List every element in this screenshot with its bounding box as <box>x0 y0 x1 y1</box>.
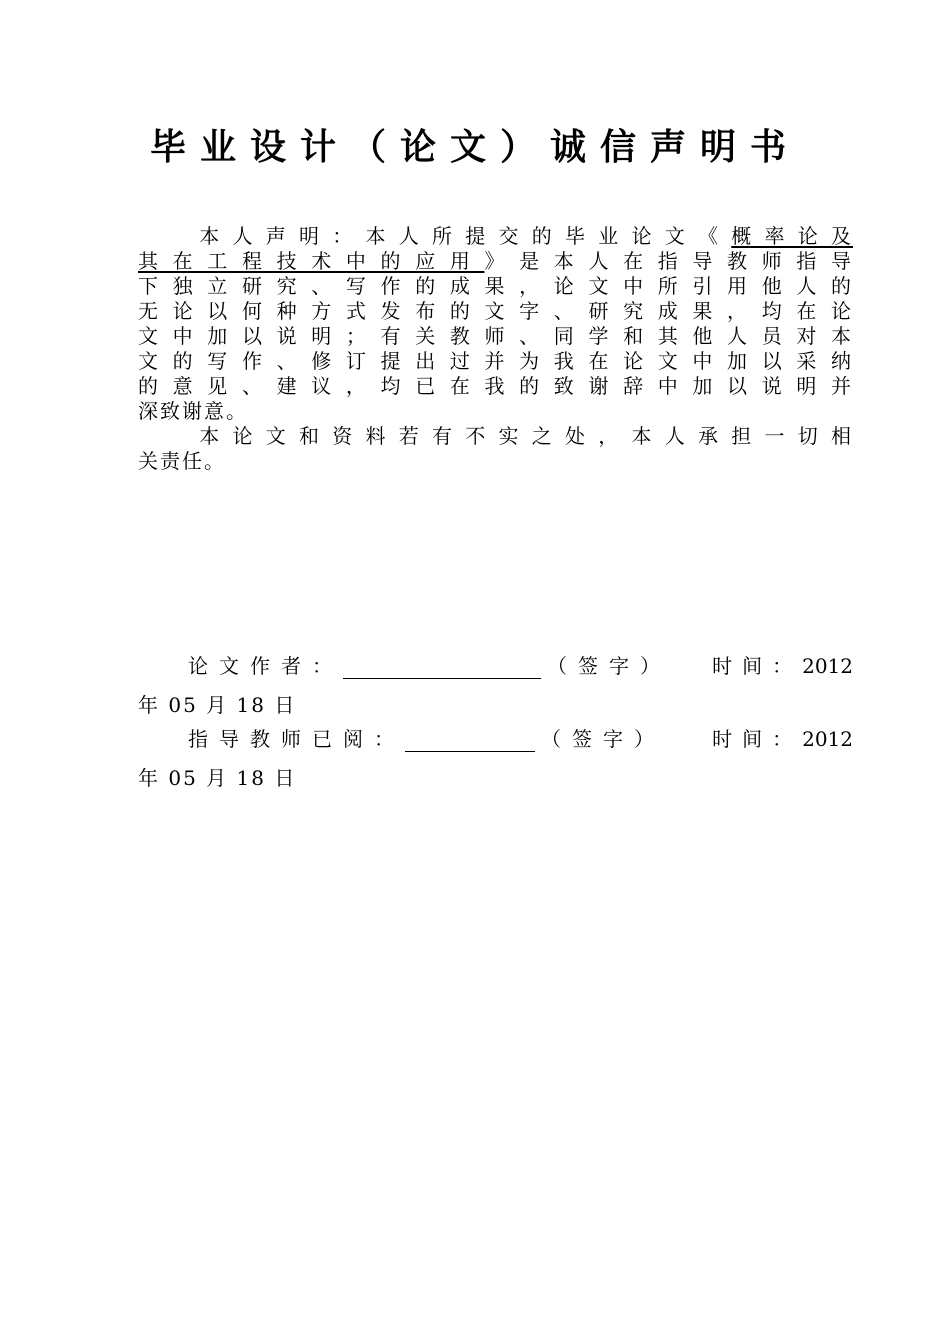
declaration-line-5: 文中加以说明；有关教师、同学和其他人员对本 <box>138 324 853 348</box>
author-year: 2012 <box>802 654 853 678</box>
advisor-label: 指导教师已阅： <box>188 727 405 751</box>
page-title: 毕业设计（论文）诚信声明书 <box>149 127 800 168</box>
declaration-paragraph <box>138 224 853 424</box>
author-date: 年 05 月 18 日 <box>138 693 297 717</box>
author-sign-note: （签字） <box>547 654 671 678</box>
declaration-line-6: 文的写作、修订提出过并为我在论文中加以采纳 <box>138 349 853 373</box>
thesis-title-part-1: 概率论及 <box>731 224 853 248</box>
declaration-line-7: 的意见、建议，均已在我的致谢辞中加以说明并 <box>138 374 853 398</box>
advisor-signature-block <box>138 727 853 791</box>
author-signature-block <box>138 654 853 718</box>
author-label: 论文作者： <box>188 654 343 678</box>
advisor-time-label: 时间： <box>712 727 803 751</box>
thesis-title-part-2: 其在工程技术中的应用 <box>138 249 485 273</box>
advisor-sign-note: （签字） <box>541 727 665 751</box>
advisor-signature-line[interactable] <box>405 731 535 752</box>
declaration-line-4: 无论以何种方式发布的文字、研究成果，均在论 <box>138 299 853 323</box>
advisor-year: 2012 <box>802 727 853 751</box>
declaration-line-2: 其在工程技术中的应用》是本人在指导教师指导 <box>138 249 853 273</box>
responsibility-line-2: 关责任。 <box>138 449 226 473</box>
declaration-line-3: 下独立研究、写作的成果，论文中所引用他人的 <box>138 274 853 298</box>
author-time-label: 时间： <box>712 654 803 678</box>
declaration-line-1: 本人声明：本人所提交的毕业论文《概率论及 <box>188 224 853 248</box>
responsibility-line-1: 本论文和资料若有不实之处，本人承担一切相 <box>188 424 853 448</box>
advisor-date: 年 05 月 18 日 <box>138 766 297 790</box>
declaration-line-8: 深致谢意。 <box>138 399 248 423</box>
author-signature-line[interactable] <box>343 658 541 679</box>
responsibility-paragraph <box>138 424 853 474</box>
